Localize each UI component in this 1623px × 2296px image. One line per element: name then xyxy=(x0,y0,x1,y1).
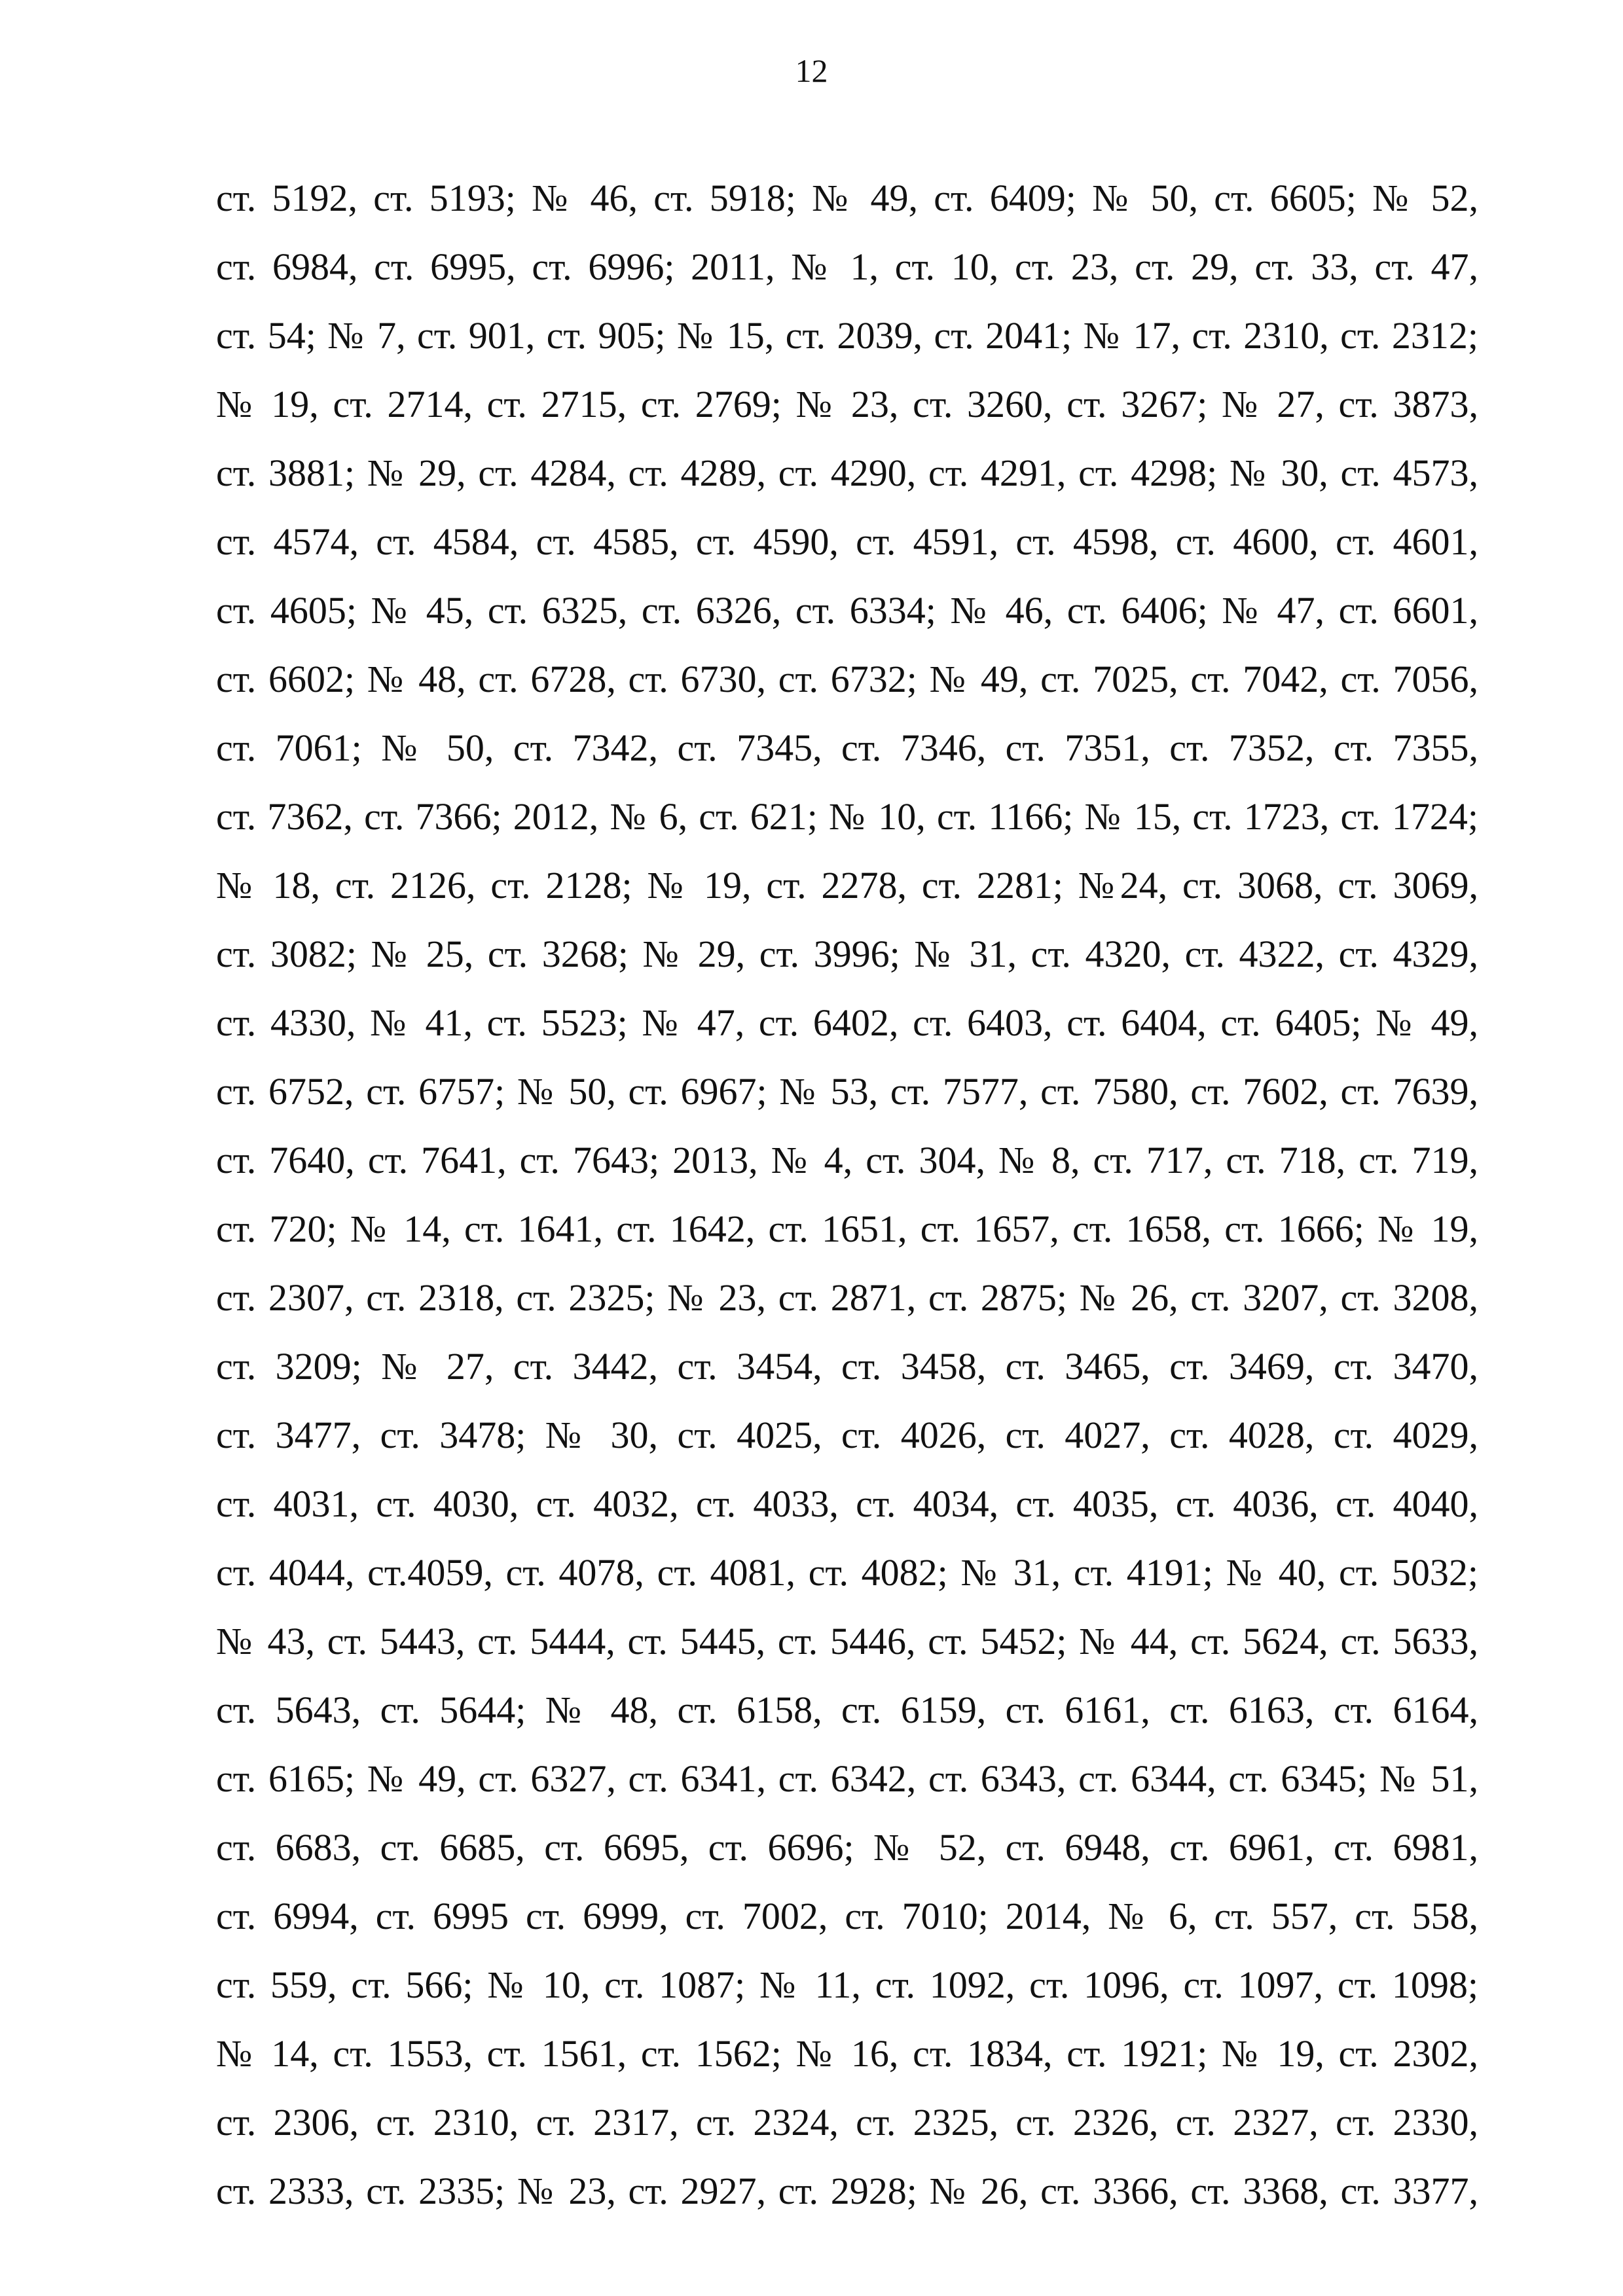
text-line: ст. 6984, ст. 6995, ст. 6996; 2011, № 1, ст. 10, ст. 23, ст. 29, ст. 33, ст. 47, xyxy=(216,245,1478,288)
text-line: ст. 3209; № 27, ст. 3442, ст. 3454, ст. 3458, ст. 3465, ст. 3469, ст. 3470, xyxy=(216,1345,1478,1388)
text-line: ст. 6602; № 48, ст. 6728, ст. 6730, ст. 6732; № 49, ст. 7025, ст. 7042, ст. 7056, xyxy=(216,658,1478,700)
text-line: ст. 5643, ст. 5644; № 48, ст. 6158, ст. 6159, ст. 6161, ст. 6163, ст. 6164, xyxy=(216,1689,1478,1731)
text-line: ст. 7061; № 50, ст. 7342, ст. 7345, ст. 7346, ст. 7351, ст. 7352, ст. 7355, xyxy=(216,726,1478,769)
page-number: 12 xyxy=(795,52,828,89)
text-line: ст. 720; № 14, ст. 1641, ст. 1642, ст. 1651, ст. 1657, ст. 1658, ст. 1666; № 19, xyxy=(216,1208,1478,1250)
text-line: № 43, ст. 5443, ст. 5444, ст. 5445, ст. 5446, ст. 5452; № 44, ст. 5624, ст. 5633, xyxy=(216,1620,1478,1662)
text-line: ст. 2307, ст. 2318, ст. 2325; № 23, ст. 2871, ст. 2875; № 26, ст. 3207, ст. 3208, xyxy=(216,1276,1478,1319)
text-line: ст. 4605; № 45, ст. 6325, ст. 6326, ст. 6334; № 46, ст. 6406; № 47, ст. 6601, xyxy=(216,589,1478,632)
text-line: ст. 3881; № 29, ст. 4284, ст. 4289, ст. 4290, ст. 4291, ст. 4298; № 30, ст. 4573, xyxy=(216,452,1478,494)
text-line: ст. 6752, ст. 6757; № 50, ст. 6967; № 53, ст. 7577, ст. 7580, ст. 7602, ст. 7639, xyxy=(216,1070,1478,1113)
text-line: ст. 7362, ст. 7366; 2012, № 6, ст. 621; № 10, ст. 1166; № 15, ст. 1723, ст. 1724; xyxy=(216,795,1478,838)
text-line: ст. 4031, ст. 4030, ст. 4032, ст. 4033, ст. 4034, ст. 4035, ст. 4036, ст. 4040, xyxy=(216,1482,1478,1525)
text-line: № 14, ст. 1553, ст. 1561, ст. 1562; № 16, ст. 1834, ст. 1921; № 19, ст. 2302, xyxy=(216,2032,1478,2075)
text-line: ст. 4044, ст.4059, ст. 4078, ст. 4081, ст. 4082; № 31, ст. 4191; № 40, ст. 5032; xyxy=(216,1551,1478,1594)
text-line: ст. 2306, ст. 2310, ст. 2317, ст. 2324, ст. 2325, ст. 2326, ст. 2327, ст. 2330, xyxy=(216,2101,1478,2144)
text-line: ст. 5192, ст. 5193; № 46, ст. 5918; № 49, ст. 6409; № 50, ст. 6605; № 52, xyxy=(216,177,1478,219)
text-line: ст. 4330, № 41, ст. 5523; № 47, ст. 6402, ст. 6403, ст. 6404, ст. 6405; № 49, xyxy=(216,1001,1478,1044)
text-line: ст. 6165; № 49, ст. 6327, ст. 6341, ст. 6342, ст. 6343, ст. 6344, ст. 6345; № 51, xyxy=(216,1757,1478,1800)
text-line: ст. 559, ст. 566; № 10, ст. 1087; № 11, ст. 1092, ст. 1096, ст. 1097, ст. 1098; xyxy=(216,1964,1478,2006)
text-line: № 19, ст. 2714, ст. 2715, ст. 2769; № 23, ст. 3260, ст. 3267; № 27, ст. 3873, xyxy=(216,383,1478,425)
text-line: ст. 7640, ст. 7641, ст. 7643; 2013, № 4, ст. 304, № 8, ст. 717, ст. 718, ст. 719, xyxy=(216,1139,1478,1181)
text-line: ст. 2333, ст. 2335; № 23, ст. 2927, ст. 2928; № 26, ст. 3366, ст. 3368, ст. 3377, xyxy=(216,2170,1478,2212)
text-line: ст. 6683, ст. 6685, ст. 6695, ст. 6696; № 52, ст. 6948, ст. 6961, ст. 6981, xyxy=(216,1826,1478,1869)
text-line: ст. 54; № 7, ст. 901, ст. 905; № 15, ст. 2039, ст. 2041; № 17, ст. 2310, ст. 2312; xyxy=(216,314,1478,357)
text-block xyxy=(216,164,1478,2225)
text-line: ст. 6994, ст. 6995 ст. 6999, ст. 7002, ст. 7010; 2014, № 6, ст. 557, ст. 558, xyxy=(216,1895,1478,1937)
text-line: № 18, ст. 2126, ст. 2128; № 19, ст. 2278, ст. 2281; №24, ст. 3068, ст. 3069, xyxy=(216,864,1478,906)
text-line: ст. 3082; № 25, ст. 3268; № 29, ст. 3996; № 31, ст. 4320, ст. 4322, ст. 4329, xyxy=(216,933,1478,975)
text-line: ст. 4574, ст. 4584, ст. 4585, ст. 4590, ст. 4591, ст. 4598, ст. 4600, ст. 4601, xyxy=(216,520,1478,563)
text-line: ст. 3477, ст. 3478; № 30, ст. 4025, ст. 4026, ст. 4027, ст. 4028, ст. 4029, xyxy=(216,1414,1478,1456)
